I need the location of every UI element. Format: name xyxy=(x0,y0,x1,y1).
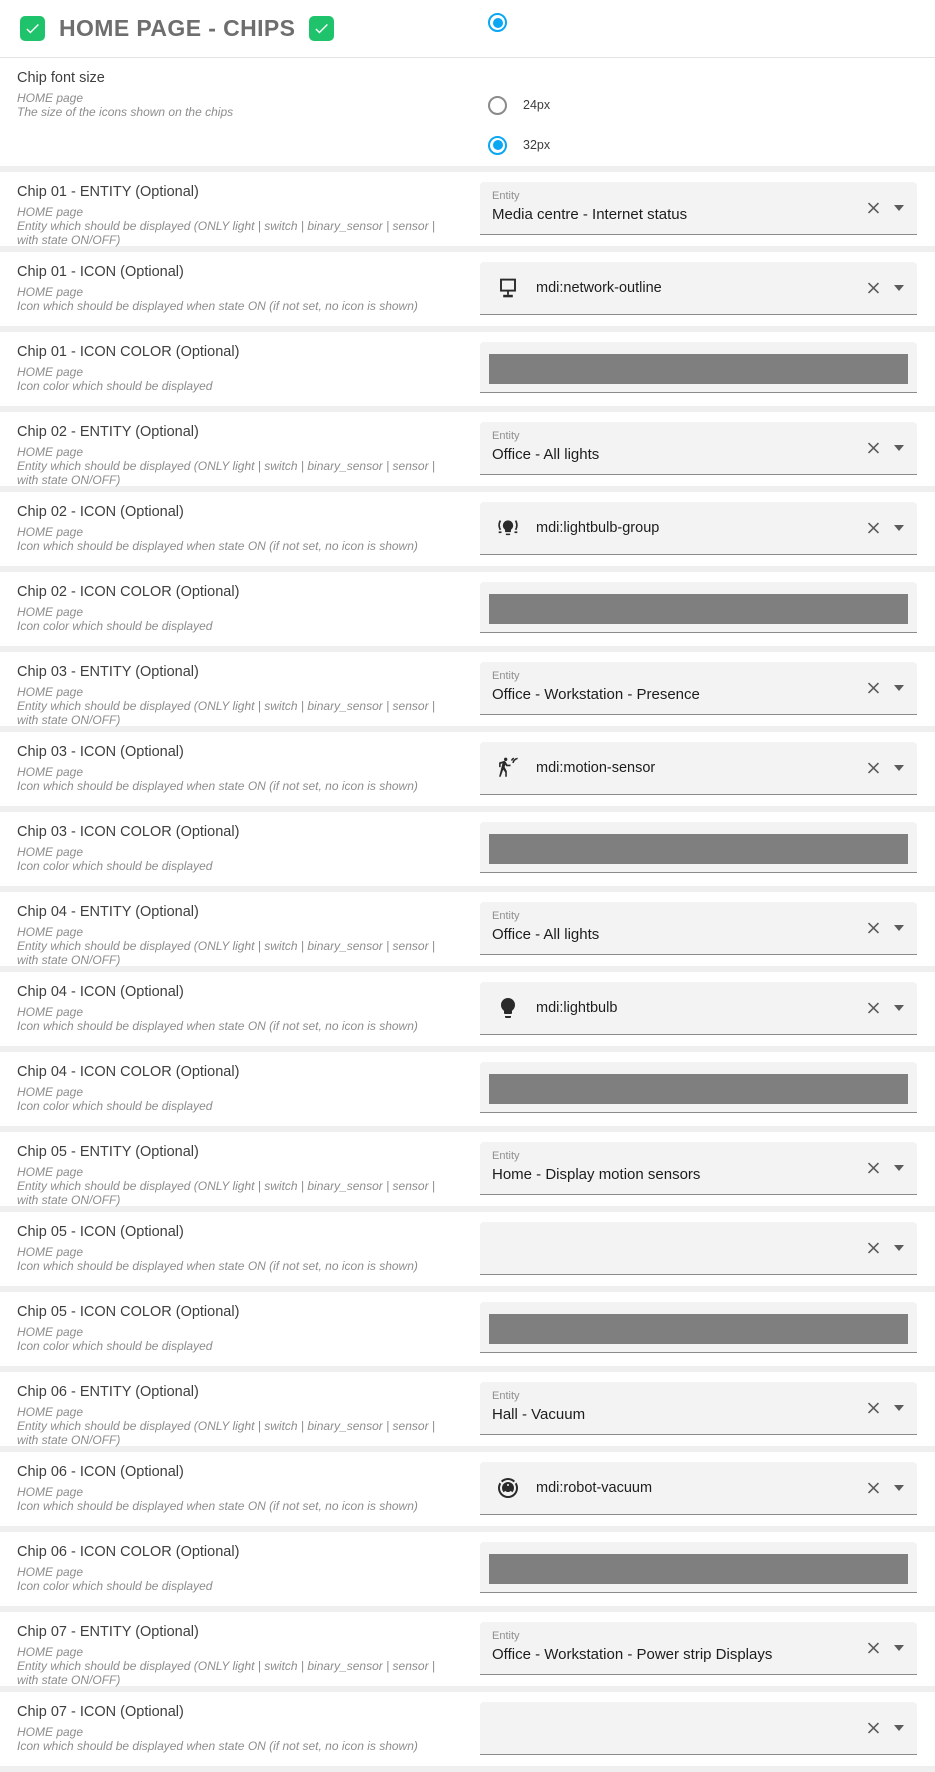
setting-control-block xyxy=(463,1212,935,1286)
clear-icon[interactable] xyxy=(864,519,883,538)
setting-text-block xyxy=(0,172,463,246)
entity-select[interactable] xyxy=(480,182,917,235)
setting-control-block xyxy=(463,1612,935,1686)
network-outline-icon xyxy=(496,276,520,300)
check-square-icon xyxy=(309,16,334,41)
dropdown-caret-icon[interactable] xyxy=(894,1245,904,1251)
setting-row-chip-05-color xyxy=(0,1292,935,1372)
radio-button-icon[interactable] xyxy=(488,96,507,115)
radio-option-label: 32px xyxy=(523,138,551,152)
setting-title: Chip 02 - ENTITY (Optional) xyxy=(17,424,199,440)
icon-select[interactable] xyxy=(480,742,917,795)
entity-select-value: Hall - Vacuum xyxy=(492,1406,586,1423)
dropdown-caret-icon[interactable] xyxy=(894,685,904,691)
setting-title: Chip 07 - ICON (Optional) xyxy=(17,1704,184,1720)
setting-row-chip-03-color xyxy=(0,812,935,892)
entity-select-value: Home - Display motion sensors xyxy=(492,1166,701,1183)
entity-select-label: Entity xyxy=(492,1150,520,1162)
clear-icon[interactable] xyxy=(864,439,883,458)
entity-select-label: Entity xyxy=(492,1390,520,1402)
icon-select-value: mdi:network-outline xyxy=(536,280,662,296)
clear-icon[interactable] xyxy=(864,199,883,218)
radio-option-24px[interactable] xyxy=(480,85,917,125)
lightbulb-icon xyxy=(496,996,520,1020)
icon-select[interactable] xyxy=(480,262,917,315)
setting-control-block xyxy=(463,252,935,326)
entity-select-value: Office - All lights xyxy=(492,926,600,943)
setting-title: Chip 05 - ENTITY (Optional) xyxy=(17,1144,199,1160)
clear-icon[interactable] xyxy=(864,1479,883,1498)
dropdown-caret-icon[interactable] xyxy=(894,1165,904,1171)
settings-rows xyxy=(0,172,935,1772)
setting-control-block xyxy=(463,172,935,246)
entity-select[interactable] xyxy=(480,902,917,955)
setting-control-block xyxy=(463,332,935,406)
icon-select-value: mdi:robot-vacuum xyxy=(536,1480,653,1496)
setting-text-block xyxy=(0,1132,463,1206)
icon-color-input[interactable] xyxy=(480,1302,917,1353)
setting-text-block xyxy=(0,332,463,406)
dropdown-caret-icon[interactable] xyxy=(894,1645,904,1651)
setting-description: Entity which should be displayed (ONLY light | switch | binary_sensor | sensor | with state ON/OFF) xyxy=(17,459,436,487)
setting-title: Chip 01 - ICON COLOR (Optional) xyxy=(17,344,240,360)
setting-title: Chip 04 - ICON COLOR (Optional) xyxy=(17,1064,240,1080)
entity-select-label: Entity xyxy=(492,430,520,442)
setting-text-block xyxy=(0,1212,463,1286)
setting-control-block xyxy=(463,1132,935,1206)
setting-text-block xyxy=(0,572,463,646)
setting-control-block xyxy=(463,412,935,486)
page-title: HOME PAGE - CHIPS xyxy=(59,15,296,41)
dropdown-caret-icon[interactable] xyxy=(894,1725,904,1731)
setting-title: Chip 04 - ENTITY (Optional) xyxy=(17,904,199,920)
setting-row-chip-04-entity xyxy=(0,892,935,972)
setting-row-chip-02-entity xyxy=(0,412,935,492)
entity-select[interactable] xyxy=(480,422,917,475)
dropdown-caret-icon[interactable] xyxy=(894,765,904,771)
setting-row-chip-01-entity xyxy=(0,172,935,252)
setting-title: Chip 06 - ENTITY (Optional) xyxy=(17,1384,199,1400)
setting-title: Chip 01 - ICON (Optional) xyxy=(17,264,184,280)
setting-subtitle: HOME page xyxy=(17,1085,84,1099)
radio-button-icon[interactable] xyxy=(488,136,507,155)
setting-row-chip-03-icon xyxy=(0,732,935,812)
color-swatch[interactable] xyxy=(489,1074,908,1104)
setting-title: Chip 03 - ENTITY (Optional) xyxy=(17,664,199,680)
setting-text-block xyxy=(0,652,463,726)
robot-vacuum-icon xyxy=(496,1476,520,1500)
dropdown-caret-icon[interactable] xyxy=(894,925,904,931)
entity-select-label: Entity xyxy=(492,910,520,922)
dropdown-caret-icon[interactable] xyxy=(894,205,904,211)
setting-subtitle: HOME page xyxy=(17,1485,84,1499)
setting-subtitle: HOME page xyxy=(17,765,84,779)
setting-control-block xyxy=(463,732,935,806)
setting-subtitle: HOME page xyxy=(17,605,84,619)
icon-color-input[interactable] xyxy=(480,1542,917,1593)
motion-sensor-icon xyxy=(496,756,520,780)
setting-title: Chip 02 - ICON COLOR (Optional) xyxy=(17,584,240,600)
setting-description: Entity which should be displayed (ONLY light | switch | binary_sensor | sensor | with state ON/OFF) xyxy=(17,939,436,967)
setting-description: Icon which should be displayed when state ON (if not set, no icon is shown) xyxy=(17,1499,418,1513)
dropdown-caret-icon[interactable] xyxy=(894,445,904,451)
dropdown-caret-icon[interactable] xyxy=(894,1005,904,1011)
setting-subtitle: HOME page xyxy=(17,1725,84,1739)
setting-subtitle: HOME page xyxy=(17,845,84,859)
entity-select-value: Media centre - Internet status xyxy=(492,206,688,223)
dropdown-caret-icon[interactable] xyxy=(894,285,904,291)
entity-select[interactable] xyxy=(480,1622,917,1675)
setting-row-chip-03-entity xyxy=(0,652,935,732)
entity-select[interactable] xyxy=(480,1382,917,1435)
header-radio-button[interactable] xyxy=(488,13,507,32)
font-size-options xyxy=(480,68,917,165)
setting-text-block xyxy=(0,1532,463,1606)
clear-icon[interactable] xyxy=(864,679,883,698)
clear-icon[interactable] xyxy=(864,1159,883,1178)
setting-subtitle: HOME page xyxy=(17,1645,84,1659)
setting-control-block xyxy=(463,1452,935,1526)
clear-icon[interactable] xyxy=(864,1399,883,1418)
icon-color-input[interactable] xyxy=(480,582,917,633)
setting-control-block xyxy=(463,812,935,886)
setting-subtitle: HOME page xyxy=(17,1005,84,1019)
setting-title: Chip 03 - ICON COLOR (Optional) xyxy=(17,824,240,840)
setting-subtitle: HOME page xyxy=(17,925,84,939)
setting-description: Icon color which should be displayed xyxy=(17,379,213,393)
setting-subtitle: HOME page xyxy=(17,1565,84,1579)
icon-select-value: mdi:motion-sensor xyxy=(536,760,656,776)
setting-row-chip-06-icon xyxy=(0,1452,935,1532)
setting-row-chip-04-color xyxy=(0,1052,935,1132)
setting-row-chip-06-color xyxy=(0,1532,935,1612)
setting-text-block xyxy=(0,252,463,326)
setting-text-block xyxy=(0,812,463,886)
entity-select-value: Office - All lights xyxy=(492,446,600,463)
setting-control-block xyxy=(463,492,935,566)
entity-select[interactable] xyxy=(480,1142,917,1195)
setting-title: Chip 06 - ICON COLOR (Optional) xyxy=(17,1544,240,1560)
setting-description: Icon which should be displayed when state ON (if not set, no icon is shown) xyxy=(17,1259,418,1273)
setting-subtitle: HOME page xyxy=(17,285,84,299)
setting-control-block xyxy=(463,1692,935,1766)
setting-description: Entity which should be displayed (ONLY light | switch | binary_sensor | sensor | with state ON/OFF) xyxy=(17,1179,436,1207)
clear-icon[interactable] xyxy=(864,999,883,1018)
setting-description: Entity which should be displayed (ONLY light | switch | binary_sensor | sensor | with state ON/OFF) xyxy=(17,219,436,247)
dropdown-caret-icon[interactable] xyxy=(894,1485,904,1491)
color-swatch[interactable] xyxy=(489,834,908,864)
setting-title: Chip 05 - ICON COLOR (Optional) xyxy=(17,1304,240,1320)
entity-select-value: Office - Workstation - Presence xyxy=(492,686,700,703)
setting-row-chip-07-icon xyxy=(0,1692,935,1772)
setting-control-block xyxy=(463,1292,935,1366)
check-square-icon xyxy=(20,16,45,41)
setting-description: Icon color which should be displayed xyxy=(17,1579,213,1593)
setting-title: Chip 03 - ICON (Optional) xyxy=(17,744,184,760)
setting-row-chip-04-icon xyxy=(0,972,935,1052)
icon-select-value: mdi:lightbulb-group xyxy=(536,520,660,536)
setting-text-block xyxy=(0,1612,463,1686)
setting-description: Icon which should be displayed when state ON (if not set, no icon is shown) xyxy=(17,1019,418,1033)
setting-subtitle: HOME page xyxy=(17,685,84,699)
radio-option-label: 24px xyxy=(523,98,551,112)
setting-row-chip-05-entity xyxy=(0,1132,935,1212)
setting-row-chip-02-icon xyxy=(0,492,935,572)
setting-subtitle: HOME page xyxy=(17,1325,84,1339)
setting-text-block xyxy=(0,58,463,166)
setting-description: Entity which should be displayed (ONLY light | switch | binary_sensor | sensor | with state ON/OFF) xyxy=(17,699,436,727)
setting-subtitle: HOME page xyxy=(17,91,84,105)
setting-description: The size of the icons shown on the chips xyxy=(17,105,234,119)
setting-row-chip-02-color xyxy=(0,572,935,652)
setting-text-block xyxy=(0,1452,463,1526)
clear-icon[interactable] xyxy=(864,759,883,778)
setting-subtitle: HOME page xyxy=(17,1405,84,1419)
icon-color-input[interactable] xyxy=(480,342,917,393)
setting-description: Icon which should be displayed when state ON (if not set, no icon is shown) xyxy=(17,1739,418,1753)
setting-row-chip-font-size xyxy=(0,58,935,172)
setting-title: Chip 02 - ICON (Optional) xyxy=(17,504,184,520)
header-radio-wrap xyxy=(488,13,507,37)
lightbulb-group-icon xyxy=(496,516,520,540)
setting-subtitle: HOME page xyxy=(17,525,84,539)
setting-subtitle: HOME page xyxy=(17,365,84,379)
setting-description: Icon color which should be displayed xyxy=(17,859,213,873)
icon-select-value: mdi:lightbulb xyxy=(536,1000,618,1016)
entity-select[interactable] xyxy=(480,662,917,715)
setting-description: Icon which should be displayed when state ON (if not set, no icon is shown) xyxy=(17,779,418,793)
setting-control-block xyxy=(463,1372,935,1446)
setting-control-block xyxy=(463,1532,935,1606)
setting-description: Icon which should be displayed when state ON (if not set, no icon is shown) xyxy=(17,299,418,313)
entity-select-value: Office - Workstation - Power strip Displays xyxy=(492,1646,773,1663)
dropdown-caret-icon[interactable] xyxy=(894,525,904,531)
setting-description: Entity which should be displayed (ONLY light | switch | binary_sensor | sensor | with state ON/OFF) xyxy=(17,1659,436,1687)
setting-control-block xyxy=(463,58,935,166)
color-swatch[interactable] xyxy=(489,1314,908,1344)
icon-select[interactable] xyxy=(480,1222,917,1275)
color-swatch[interactable] xyxy=(489,594,908,624)
setting-control-block xyxy=(463,892,935,966)
setting-description: Entity which should be displayed (ONLY light | switch | binary_sensor | sensor | with state ON/OFF) xyxy=(17,1419,436,1447)
setting-row-chip-01-color xyxy=(0,332,935,412)
setting-subtitle: HOME page xyxy=(17,1165,84,1179)
icon-select[interactable] xyxy=(480,1462,917,1515)
color-swatch[interactable] xyxy=(489,1554,908,1584)
clear-icon[interactable] xyxy=(864,919,883,938)
dropdown-caret-icon[interactable] xyxy=(894,1405,904,1411)
icon-select[interactable] xyxy=(480,502,917,555)
setting-text-block xyxy=(0,492,463,566)
setting-subtitle: HOME page xyxy=(17,445,84,459)
radio-option-32px[interactable] xyxy=(480,125,917,165)
setting-text-block xyxy=(0,1692,463,1766)
setting-control-block xyxy=(463,652,935,726)
setting-subtitle: HOME page xyxy=(17,1245,84,1259)
setting-control-block xyxy=(463,1052,935,1126)
setting-control-block xyxy=(463,972,935,1046)
setting-title: Chip 01 - ENTITY (Optional) xyxy=(17,184,199,200)
setting-row-chip-01-icon xyxy=(0,252,935,332)
setting-title: Chip 05 - ICON (Optional) xyxy=(17,1224,184,1240)
setting-description: Icon color which should be displayed xyxy=(17,1339,213,1353)
setting-text-block xyxy=(0,1052,463,1126)
setting-description: Icon which should be displayed when state ON (if not set, no icon is shown) xyxy=(17,539,418,553)
entity-select-label: Entity xyxy=(492,670,520,682)
setting-title: Chip 04 - ICON (Optional) xyxy=(17,984,184,1000)
clear-icon[interactable] xyxy=(864,1719,883,1738)
clear-icon[interactable] xyxy=(864,279,883,298)
setting-text-block xyxy=(0,892,463,966)
clear-icon[interactable] xyxy=(864,1639,883,1658)
page-header xyxy=(0,0,935,58)
setting-text-block xyxy=(0,412,463,486)
icon-color-input[interactable] xyxy=(480,1062,917,1113)
setting-row-chip-05-icon xyxy=(0,1212,935,1292)
setting-control-block xyxy=(463,572,935,646)
setting-text-block xyxy=(0,972,463,1046)
setting-title: Chip 07 - ENTITY (Optional) xyxy=(17,1624,199,1640)
setting-row-chip-06-entity xyxy=(0,1372,935,1452)
setting-text-block xyxy=(0,732,463,806)
setting-title: Chip font size xyxy=(17,70,105,86)
icon-color-input[interactable] xyxy=(480,822,917,873)
setting-title: Chip 06 - ICON (Optional) xyxy=(17,1464,184,1480)
clear-icon[interactable] xyxy=(864,1239,883,1258)
icon-select[interactable] xyxy=(480,1702,917,1755)
setting-text-block xyxy=(0,1292,463,1366)
color-swatch[interactable] xyxy=(489,354,908,384)
entity-select-label: Entity xyxy=(492,1630,520,1642)
entity-select-label: Entity xyxy=(492,190,520,202)
setting-subtitle: HOME page xyxy=(17,205,84,219)
icon-select[interactable] xyxy=(480,982,917,1035)
setting-row-chip-07-entity xyxy=(0,1612,935,1692)
setting-description: Icon color which should be displayed xyxy=(17,1099,213,1113)
setting-description: Icon color which should be displayed xyxy=(17,619,213,633)
setting-text-block xyxy=(0,1372,463,1446)
